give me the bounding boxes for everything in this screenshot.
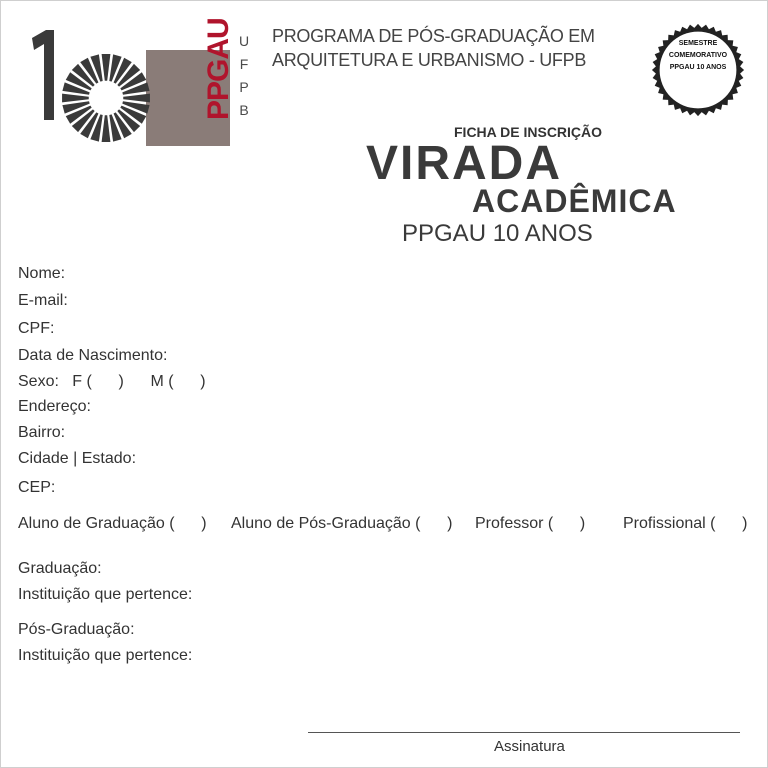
field-sexo: Sexo: F ( ) M ( ) — [18, 373, 206, 390]
logo-sun-zero — [58, 50, 154, 146]
field-email: E-mail: — [18, 292, 68, 309]
option-aluno-graduacao: Aluno de Graduação ( ) — [18, 515, 207, 532]
signature-label: Assinatura — [494, 738, 565, 755]
field-cpf: CPF: — [18, 320, 55, 337]
field-cep: CEP: — [18, 479, 56, 496]
form-subtitle: FICHA DE INSCRIÇÃO — [454, 124, 603, 140]
field-bairro: Bairro: — [18, 424, 66, 441]
field-endereco: Endereço: — [18, 398, 91, 415]
option-professor: Professor ( ) — [475, 515, 586, 532]
event-title-virada: VIRADA — [366, 137, 563, 190]
signature-line — [308, 732, 740, 733]
seal-text: SEMESTRE COMEMORATIVO PPGAU 10 ANOS — [668, 40, 728, 71]
field-nome: Nome: — [18, 265, 66, 282]
field-instituicao-pos: Instituição que pertence: — [18, 647, 193, 664]
logo-number-one — [28, 24, 60, 120]
field-graduacao: Graduação: — [18, 560, 102, 577]
option-aluno-pos-graduacao: Aluno de Pós-Graduação ( ) — [231, 515, 453, 532]
event-title-academica: ACADÊMICA — [472, 183, 677, 219]
field-pos-graduacao: Pós-Graduação: — [18, 621, 135, 638]
field-cidade-estado: Cidade | Estado: — [18, 450, 137, 467]
field-data-nascimento: Data de Nascimento: — [18, 347, 168, 364]
logo-ppgau-text: PPGAU — [202, 18, 235, 120]
event-anniversary: PPGAU 10 ANOS — [402, 220, 593, 247]
program-title: PROGRAMA DE PÓS-GRADUAÇÃO EM ARQUITETURA E URBANISMO - UFPB — [272, 26, 595, 70]
option-profissional: Profissional ( ) — [623, 515, 748, 532]
field-instituicao-graduacao: Instituição que pertence: — [18, 586, 193, 603]
logo-ufpb-letters: U F P B — [238, 33, 250, 118]
